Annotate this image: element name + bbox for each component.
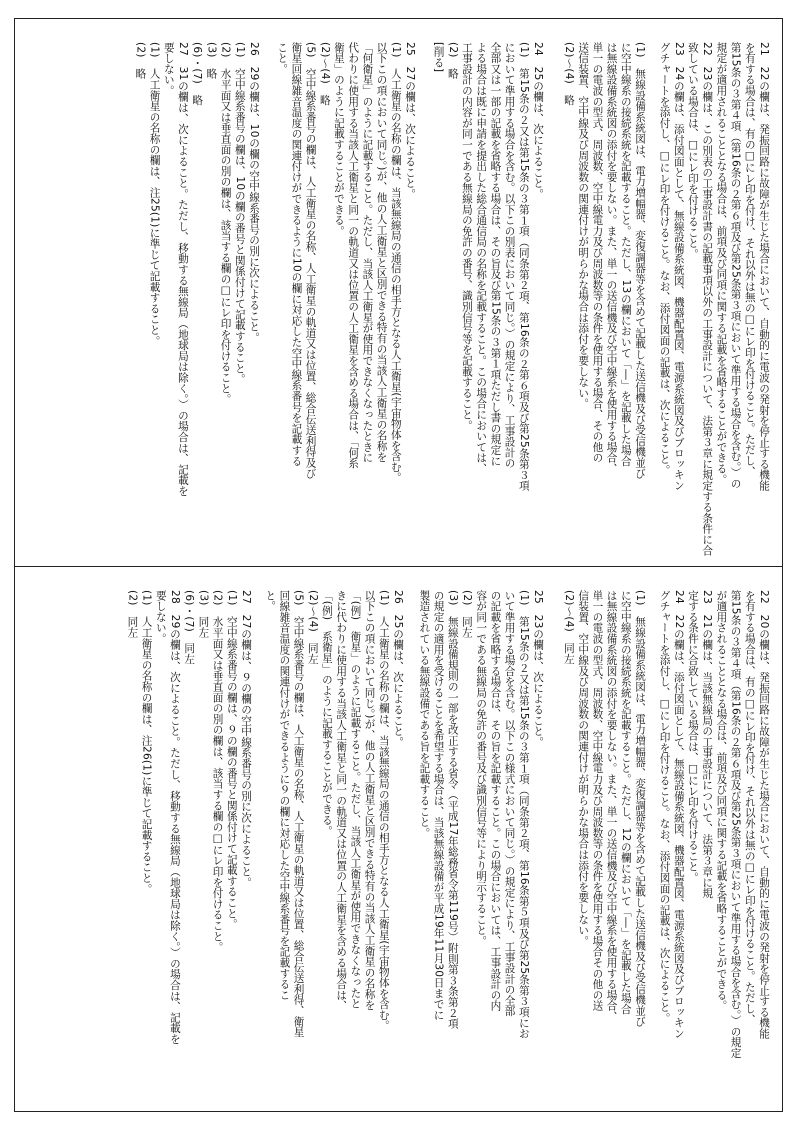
top-section-23-sub [555, 42, 647, 562]
bottom-line: 信装置、空中線及び周波数の関連付けが明らかな場合は添付を要しない。 [577, 590, 590, 947]
bottom-line: 28 29の欄は、次によること。ただし、移動する無線局（地球局は除く。）の場合は、記載を [168, 590, 181, 1045]
top-line: 以下この項において同じ。)が、他の人工衛星と区別できる特有の当該人工衛星の名称を [375, 42, 388, 463]
bottom-line: (1) 空中線系番号の欄は、９の欄の番号と関係付けて記載すること。 [225, 590, 238, 930]
top-line: (5) 空中線系番号の欄は、人工衛星の名称、人工衛星の軌道又は位置、総合伝送利得及び [304, 42, 317, 479]
bottom-line: 容が同一である無線局の免許の番号及び識別信号等により明示すること。 [475, 590, 488, 947]
bottom-line: と。 [264, 590, 277, 612]
top-line: (1) 空中線系番号の欄は、10の欄の番号と関係付けて記載すること。 [233, 42, 246, 385]
top-line: (1) 無線設備系統図は、電力増幅器、変復調器等を含めて記載した送信機及び受信機並び [634, 42, 646, 479]
bottom-line: (1) 人工衛星の名称の欄は、当該無線局の通信の相手方となる人工衛星(宇宙物体を含む。 [377, 590, 390, 1032]
top-section-24 [425, 42, 545, 562]
bottom-section-26 [259, 590, 405, 1110]
top-line: (3) 略 [205, 42, 218, 80]
top-section-26-27 [121, 42, 261, 562]
bottom-line: 26 25の欄は、次によること。 [392, 590, 404, 748]
top-line: において準用する場合を含む。以下この別表において同じ。）の規定により、工事設計の [503, 42, 516, 469]
bottom-line: (3) 同左 [197, 590, 210, 639]
top-line: (2) 略 [446, 42, 459, 80]
bottom-line: いて準用する場合を含む。以下この様式において同じ。）の規定により、工事設計の全部 [503, 590, 516, 1017]
bottom-line: 単一の電波の型式、周波数、空中線電力及び周波数等の条件を使用する場合その他の送 [591, 590, 604, 1012]
top-line: は無線設備系統図の添付を要しない。また、単一の送信機及び空中線系を使用する場合、 [605, 42, 618, 474]
bottom-line: 回線雑音温度の関連付けができるように９の欄に対応した空中線系番号を記載するこ [278, 590, 291, 1001]
bottom-line: 定する条件に合致している場合は、□にレ印を付けること。 [686, 590, 699, 883]
top-line: 全部又は一部の記載を省略する場合は、その旨及び第15条の３第１項ただし書の規定に [489, 42, 502, 467]
bottom-line: (3) 無線設備規則の一部を改正する省令（平成17年総務省令第119号）附則第３条第２項 [446, 590, 459, 1030]
bottom-line: 製造されている無線設備である旨を記載すること。 [418, 590, 431, 839]
bottom-line: (6)・(7) 同左 [183, 590, 196, 665]
top-section-21-23 [651, 42, 771, 562]
top-line: 送信装置、空中線及び周波数の関連付けが明らかな場合は添付を要しない。 [577, 42, 590, 410]
top-line: グチャートを添付し、□にレ印を付けること。なお、添付図面の記載は、次によること。 [658, 42, 671, 476]
bottom-line: 第15条の３第４項（第16条の２第６項及び第25条第３項において準用する場合を含む。）の規定 [729, 590, 742, 1059]
bottom-line: (5) 空中線系番号の欄は、人工衛星の名称、人工衛星の軌道又は位置、総合伝送利得、衛星 [292, 590, 305, 1038]
middle-divider [14, 566, 783, 567]
bottom-line: 27 27の欄は、９の欄の空中線系番号の別に次によること。 [240, 590, 252, 888]
bottom-section-24-sub [555, 590, 647, 1110]
top-line: 規定が適用されることとなる場合は、前項及び同項に関する記載を省略することができる。 [715, 42, 728, 485]
top-line: に空中線系の接続系統を記載すること。ただし、13の欄において「―」を記載した場合 [619, 42, 632, 467]
bottom-section-27-28 [119, 590, 253, 1110]
bottom-line: の規定の適用を受けることを希望する場合は、当該無線設備が平成19年11月30日までに [432, 590, 445, 1021]
bottom-line: (2) 同左 [126, 590, 139, 639]
top-line: 単一の電波の型式、周波数、空中線電力及び周波数等の条件を使用する場合、その他の [591, 42, 604, 464]
top-line: よる場合は既に申請を提出した総合通信局の名称を記載すること。この場合においては、 [475, 42, 488, 474]
bottom-line: グチャートを添付し、□にレ印を付けること。なお、添付図面の記載は、次によること。 [658, 590, 671, 1024]
top-line: (2)～(4) 略 [318, 42, 331, 106]
top-line: 21 22の欄は、発振回路に故障が生じた場合において、自動的に電波の発射を停止する機能 [758, 42, 770, 491]
top-line: 24 25の欄は、次によること。 [532, 42, 544, 200]
top-line: (2) 略 [134, 42, 147, 80]
bottom-line: きに代わりに使用する当該人工衛星と同一の軌道又は位置の人工衛星を含める場合は、 [335, 590, 348, 1012]
bottom-line: の記載を省略する場合は、その旨を記載すること。この場合においては、工事設計の内 [489, 590, 502, 1012]
top-section-25 [267, 42, 417, 562]
bottom-line: に空中線系の接続系統を記載すること。ただし、12の欄において「―」を記載した場合 [619, 590, 632, 1015]
top-line: 衛星」のように記載することができる。 [332, 42, 345, 237]
top-line: 致している場合は、□にレ印を付けること。 [686, 42, 699, 260]
bottom-line: 要しない。 [154, 590, 167, 644]
top-line: 26 29の欄は、10の欄の空中線系番号の別に次によること。 [248, 42, 260, 343]
bottom-line: (2) 同左 [460, 590, 473, 639]
bottom-line: 「(例) 系衛星」のように記載することができる。 [320, 590, 333, 837]
top-line: 工事設計の内容が同一である無線局の免許の番号、識別信号等を記載すること。 [460, 42, 473, 431]
top-line: (2) 水平面又は垂直面の別の欄は、該当する欄の□にレ印を付けること。 [219, 42, 232, 405]
bottom-line: は無線設備系統図の添付を要しない。また、単一の送信機及び空中線系を使用する場合、 [605, 590, 618, 1022]
top-line: 27 31の欄は、次によること。ただし、移動する無線局（地球局は除く。）の場合は、記載を [176, 42, 189, 497]
top-line: 「何衛星」のように記載すること。ただし、当該人工衛星が使用できなくなったときに [361, 42, 374, 464]
top-line: (2)～(4) 略 [562, 42, 575, 106]
bottom-line: 「(例) 衛星」のように記載すること。ただし、当該人工衛星が使用できなくなったと [349, 590, 362, 1010]
bottom-line: (1) 第15条の２又は第15条の３第１項（同条第２項、第16条第５項及び第25条第３項にお [517, 590, 530, 1040]
top-line: 23 24の欄は、添付図面として、無線設備系統図、機器配置図、電源系統図及びブロッキン [672, 42, 685, 491]
top-line: (6)・(7) 略 [191, 42, 204, 106]
top-line: を有する場合は、有の□にレ印を付け、それ以外は無の□にレ印を付けること。ただし、 [743, 42, 756, 477]
top-line: 要しない。 [162, 42, 175, 96]
bottom-line: を有する場合は、有の□にレ印を付け、それ以外は無の□にレ印を付けること。ただし、 [743, 590, 756, 1025]
top-line: こと。 [276, 42, 289, 75]
top-line: 衛星回線雑音温度の関連付けができるように10の欄に対応した空中線系番号を記載する [290, 42, 303, 467]
top-line: (1) 第15条の２又は第15条の３第１項（同条第２項、第16条の２第６項及び第25条第３項 [517, 42, 530, 492]
top-line: 22 23の欄は、この別表の工事設計書の記載事項以外の工事設計について、法第３章に規定する条件に合 [701, 42, 714, 556]
bottom-line: 以下この項において同じ。)が、他の人工衛星と区別できる特有の当該人工衛星の名称を [363, 590, 376, 1011]
top-line: 代わりに使用する当該人工衛星と同一の軌道又は位置の人工衛星を含める場合は、「何系 [347, 42, 360, 469]
top-line: [削る] [432, 42, 445, 73]
top-line: 25 27の欄は、次によること。 [404, 42, 416, 200]
bottom-line: が適用されることとなる場合は、前項及び同項に関する記載を省略することができる。 [715, 590, 728, 1012]
bottom-line: (2)～(4) 同左 [562, 590, 575, 665]
bottom-section-22-24 [651, 590, 771, 1110]
top-line: (1) 人工衛星の名称の欄は、注25(1)に準じて記載すること。 [148, 42, 161, 347]
bottom-section-25 [411, 590, 545, 1110]
top-line: 第15条の３第４項（第16条の２第６項及び第25条第３項において準用する場合を含む。）の [729, 42, 742, 489]
bottom-line: 25 23の欄は、次によること。 [532, 590, 544, 748]
bottom-line: 22 20の欄は、発振回路に故障が生じた場合において、自動的に電波の発射を停止する機能 [758, 590, 770, 1039]
bottom-line: 23 21の欄は、当該無線局の工事設計について、法第３章に規 [701, 590, 714, 899]
top-line: (1) 人工衛星の名称の欄は、当該無線局の通信の相手方となる人工衛星(宇宙物体を含む。 [389, 42, 402, 484]
bottom-line: 24 22の欄は、添付図面として、無線設備系統図、機器配置図、電源系統図及びブロッキン [672, 590, 685, 1039]
bottom-line: (2)～(4) 同左 [306, 590, 319, 665]
bottom-line: (1) 人工衛星の名称の欄は、注26(1)に準じて記載すること。 [140, 590, 153, 895]
bottom-line: (1) 無線設備系統図は、電力増幅器、変復調器等を含めて記載した送信機及び受信機並び [634, 590, 646, 1027]
bottom-line: (2) 水平面又は垂直面の別の欄は、該当する欄の□にレ印を付けること。 [211, 590, 224, 953]
